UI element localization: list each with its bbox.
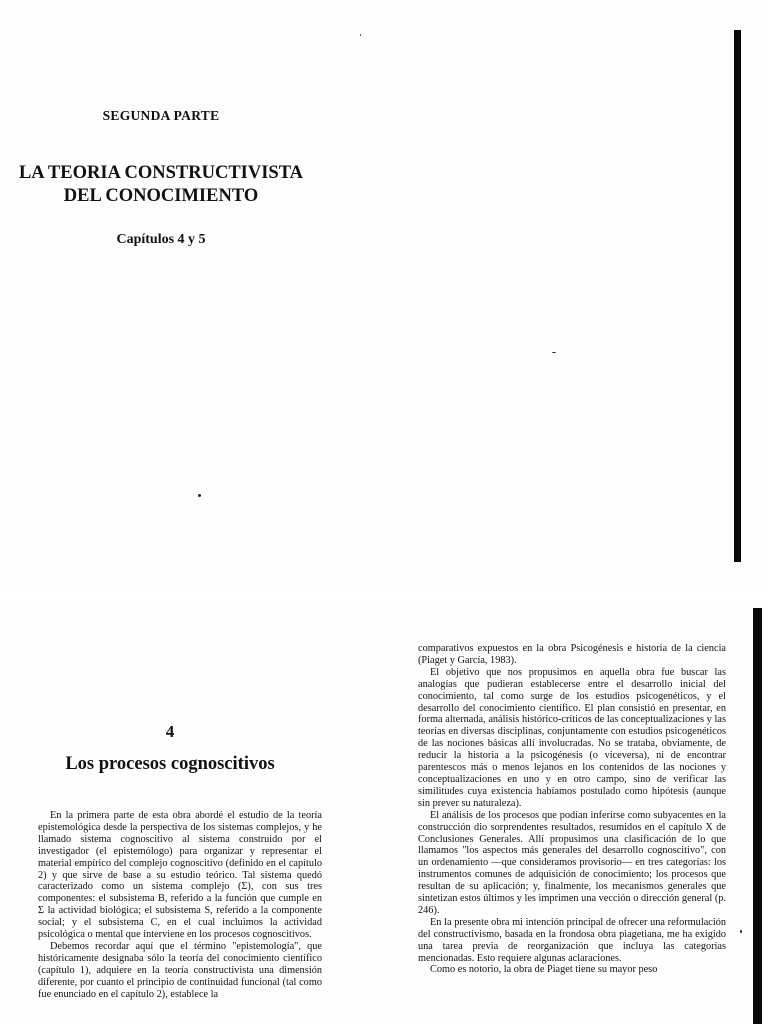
chapter-number: 4 <box>165 722 175 741</box>
left-text-column <box>38 810 322 1001</box>
paragraph: En la presente obra mi intención principal de ofrecer una reformulación del constructivismo, basada en la frondosa obra piagetiana, me ha exigido una tarea previa de reorganización que incluya las categorías mencionadas. Esto requiere algunas aclaraciones. <box>418 916 726 964</box>
paragraph: En la primera parte de esta obra abordé el estudio de la teoría epistemológica desde la perspectiva de los sistemas complejos, y he llamado sistema cognoscitivo al sistema construido por el investigador (el epistemólogo) para organizar y representar el material empírico del complejo cognoscitivo (definido en el capítulo 2) y que sirve de base a su estudio teórico. Tal sistema quedó caracterizado como un sistema complejo (Σ), con sus tres componentes: el subsistema B, referido a la función que cumple en Σ la actividad biológica; el subsistema S, referido a la componente social; y el subsistema C, en el cual incluimos la actividad psicológica o mental que interviene en los procesos cognoscitivos. <box>38 810 322 941</box>
paragraph: comparativos expuestos en la obra Psicogénesis e historia de la ciencia (Piaget y García, 1983). <box>418 643 726 666</box>
part-title-line1: LA TEORIA CONSTRUCTIVISTA <box>18 163 304 183</box>
right-text-column <box>418 643 726 976</box>
chapter-title: Los procesos cognoscitivos <box>65 754 275 774</box>
paragraph: El objetivo que nos propusimos en aquella obra fue buscar las analogías que pudieran establecerse entre el desarrollo inicial del conocimiento, tal como surge de los estudios psicogenéticos, y el desarrollo del conocimiento científico. El plan consistió en presentar, en forma alternada, análisis histórico-críticos de las conceptualizaciones y las teorías en diversas disciplinas, conjuntamente con estudios psicogenéticos de las nociones básicas allí involucradas. No se trataba, obviamente, de reducir la historia a la psicogénesis (o viceversa), ni de encontrar parentescos más o menos lejanos en los contenidos de las nociones y conceptualizaciones en uno y en otro campo, sino de verificar las similitudes cuya existencia habíamos postulado como hipótesis (aunque sin prever su naturaleza). <box>418 666 726 809</box>
paragraph: Como es notorio, la obra de Piaget tiene su mayor peso <box>430 964 658 976</box>
scan-speck <box>360 34 361 36</box>
scan-speck <box>552 352 556 353</box>
scan-speck <box>740 930 742 933</box>
paragraph: Debemos recordar aquí que el término "epistemología", que históricamente designaba sólo la teoría del conocimiento científico (capítulo 1), adquiere en la teoría constructivista una dimensión diferente, por cuanto el principio de continuidad funcional (tal como fue enunciado en el capítulo 2), establece la <box>38 940 322 1000</box>
page-edge-shadow <box>753 608 762 1024</box>
scan-speck <box>198 494 201 497</box>
part-title <box>0 162 322 208</box>
part-title-line2: DEL CONOCIMIENTO <box>63 186 259 206</box>
paragraph: El análisis de los procesos que podían inferirse como subyacentes en la construcción dio sorprendentes resultados, resumidos en el capítulo X de Conclusiones Generales. Allí propusimos una clasificación de lo que llamamos "los aspectos más generales del desarrollo cognoscitivo", con un ordenamiento —que consideramos provisorio— en tres categorías: los instrumentos comunes de adquisición de conocimiento; los procesos que resultan de su aplicación; y, finalmente, los mecanismos generales que sintetizan estos últimos y les imprimen una vección o dirección general (p. 246). <box>418 809 726 916</box>
part-label: SEGUNDA PARTE <box>102 108 220 123</box>
page-edge-shadow <box>734 30 741 562</box>
page-gap <box>0 592 768 600</box>
chapters-label: Capítulos 4 y 5 <box>116 232 206 247</box>
